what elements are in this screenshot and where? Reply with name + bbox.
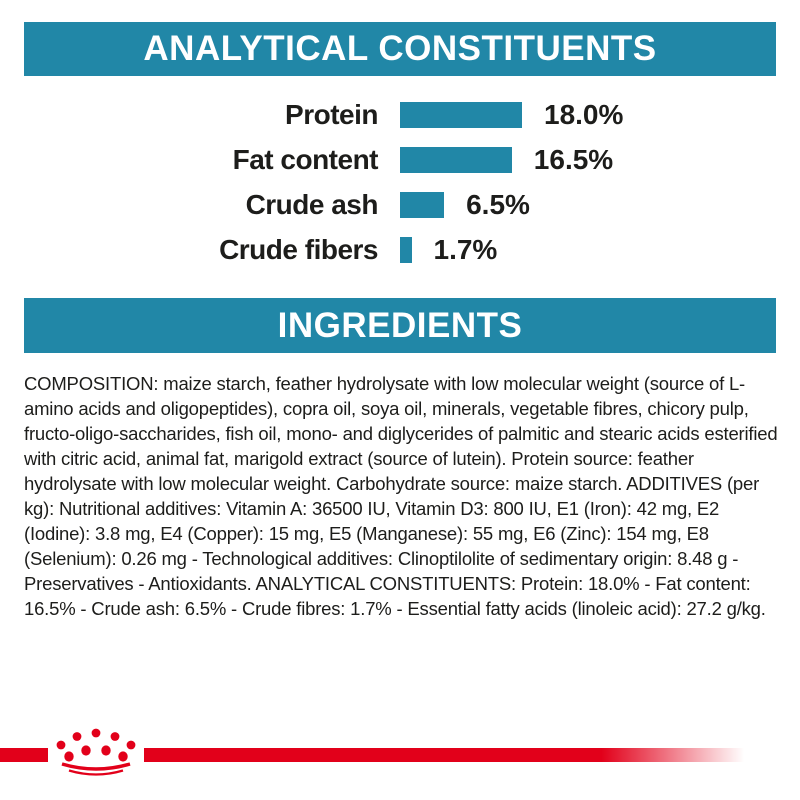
chart-bar (400, 147, 512, 173)
chart-category-label: Fat content (232, 144, 378, 175)
chart-value-label: 1.7% (433, 234, 498, 265)
chart-row (24, 144, 776, 175)
analytical-constituents-chart (24, 99, 776, 282)
royal-canin-crown-icon (48, 727, 144, 779)
chart-value-label: 18.0% (544, 99, 624, 130)
chart-bar (400, 102, 522, 128)
chart-value-label: 6.5% (466, 189, 530, 220)
chart-row (24, 234, 776, 265)
ingredients-composition-text: COMPOSITION: maize starch, feather hydrolysate with low molecular weight (source of L-amino acids and oligopeptides), copra oil, soya oil, minerals, vegetable fibres, chicory pulp, fructo-oligo-saccharides, fish oil, mono- and diglycerides of palmitic and stearic acids esterified with citric acid, animal fat, marigold extract (source of lutein). Protein source: feather hydrolysate with low molecular weight. Carbohydrate source: maize starch. ADDITIVES (per kg): Nutritional additives: Vitamin A: 36500 IU, Vitamin D3: 800 IU, E1 (Iron): 42 mg, E2 (Iodine): 3.8 mg, E4 (Copper): 15 mg, E5 (Manganese): 55 mg, E6 (Zinc): 154 mg, E8 (Selenium): 0.26 mg - Technological additives: Clinoptilolite of sedimentary origin: 8.48 g - Preservatives - Antioxidants. ANALYTICAL CONSTITUENTS: Protein: 18.0% - Fat content: 16.5% - Crude ash: 6.5% - Crude fibres: 1.7% - Essential fatty acids (linoleic acid): 27.2 g/kg. (24, 373, 778, 619)
chart-value-label: 16.5% (533, 144, 614, 175)
chart-bar (400, 237, 412, 263)
ingredients-banner (24, 298, 776, 353)
chart-row (24, 189, 776, 220)
ingredients-title: INGREDIENTS (277, 306, 523, 345)
chart-category-label: Crude fibers (219, 234, 378, 265)
analytical-constituents-title: ANALYTICAL CONSTITUENTS (143, 29, 657, 68)
chart-bar (400, 192, 444, 218)
chart-row (24, 99, 776, 130)
chart-category-label: Protein (285, 99, 378, 130)
analytical-constituents-banner (24, 22, 776, 76)
chart-category-label: Crude ash (245, 189, 378, 220)
